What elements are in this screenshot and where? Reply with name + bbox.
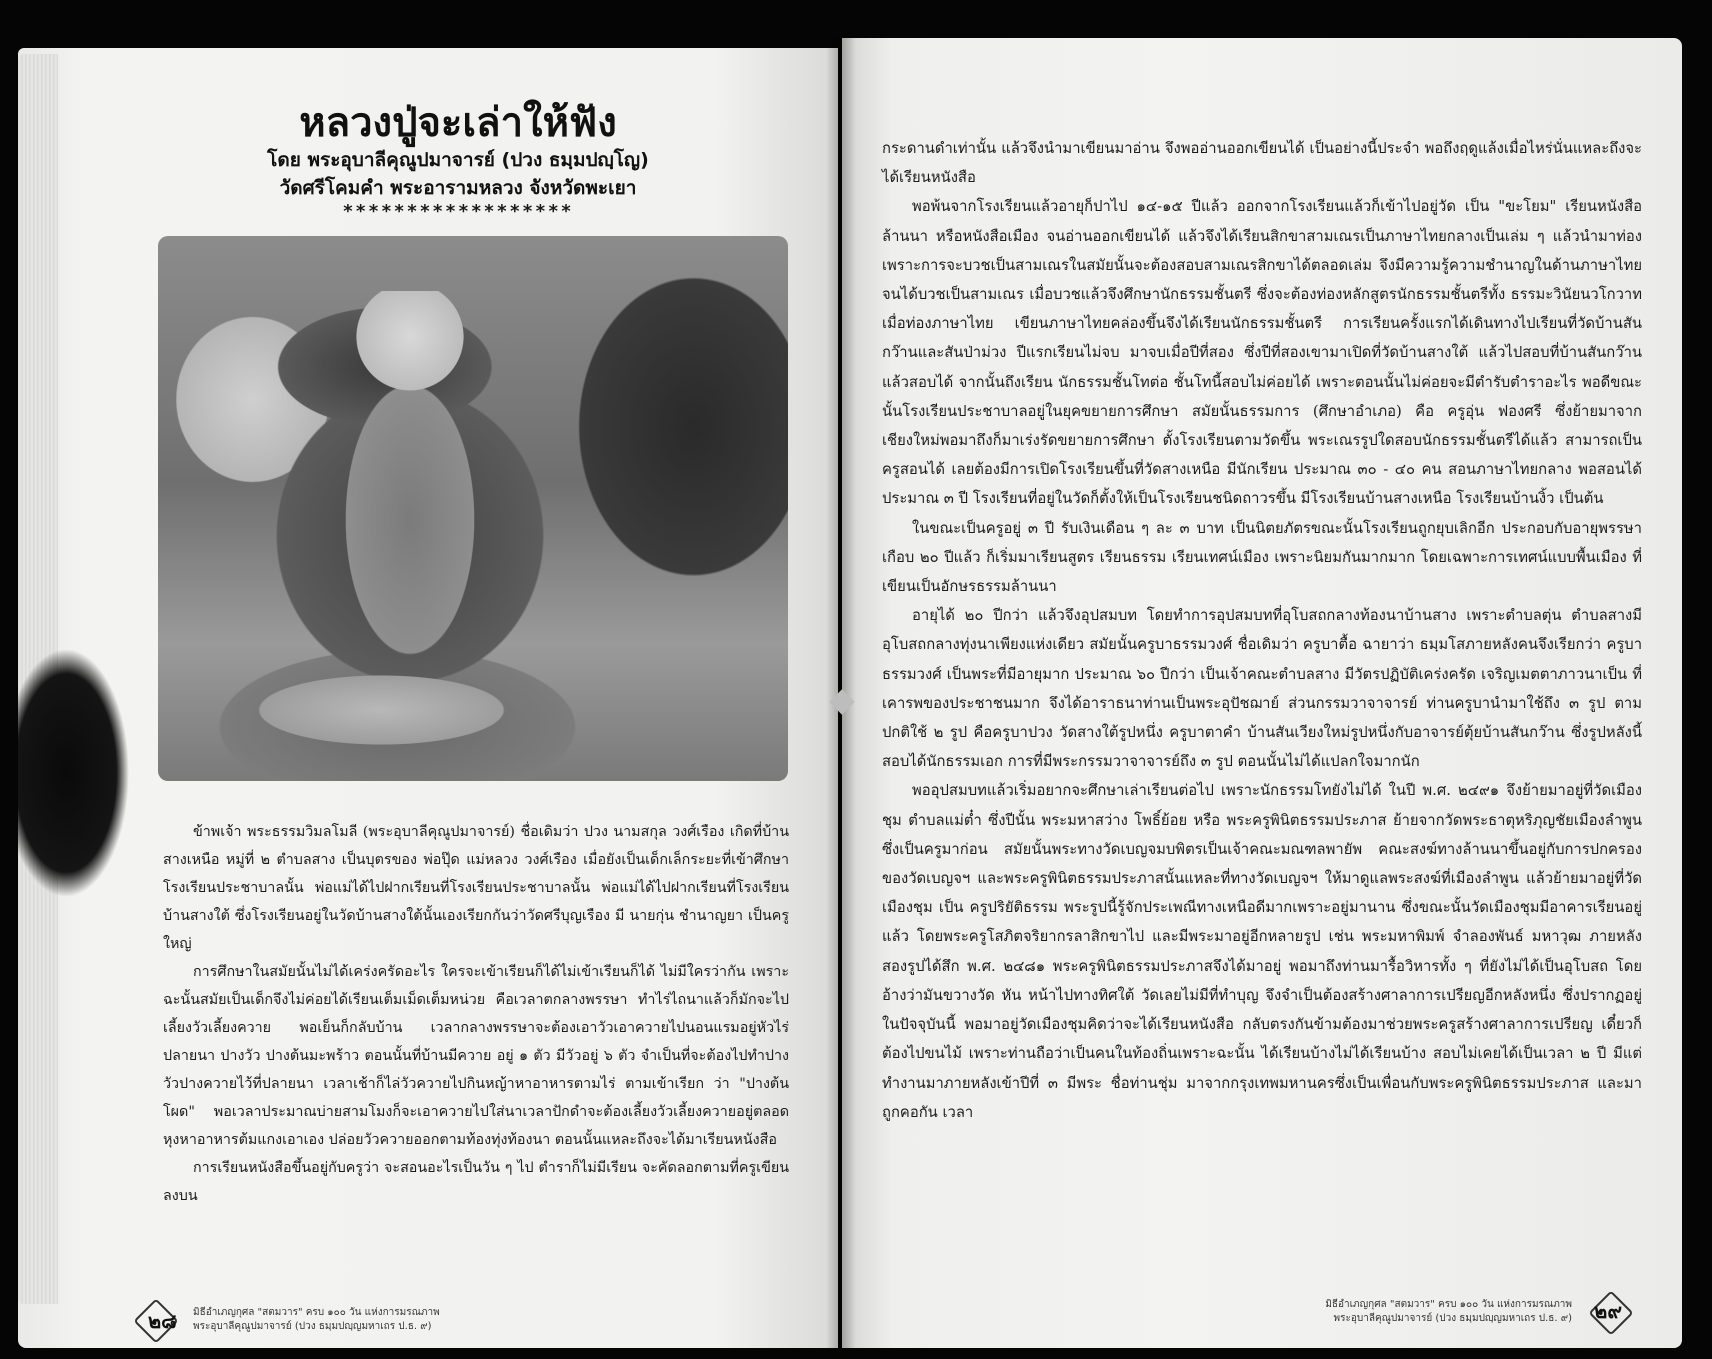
footer-line: พระอุบาลีคุณูปมาจารย์ (ปวง ธมฺมปญฺญมหาเถร ป.ธ. ๙): [193, 1321, 432, 1332]
author-line: โดย พระอุบาลีคุณูปมาจารย์ (ปวง ธมฺมปญฺโญ): [267, 149, 649, 171]
article-title: หลวงปู่จะเล่าให้ฟัง: [299, 100, 617, 146]
photo-stone-base: [208, 661, 555, 759]
left-body-text: [163, 818, 789, 1210]
monk-photo: [158, 236, 788, 781]
photo-figure: [334, 291, 485, 673]
footer-line: มิธีอำเภญกุศล "สตมวาร" ครบ ๑๐๐ วัน แห่งการมรณภาพ: [193, 1307, 440, 1318]
article-title-block: [138, 100, 778, 222]
temple-line: วัดศรีโคมคำ พระอารามหลวง จังหวัดพะเยา: [279, 177, 637, 199]
paragraph: พออุปสมบทแล้วเริ่มอยากจะศึกษาเล่าเรียนต่อไป เพราะนักธรรมโทยังไม่ได้ ในปี พ.ศ. ๒๔๙๑ จึงย้ายมาอยู่ที่วัดเมืองชุม ตำบลแม่ต๋ำ ซึ่งปีนั้น พระมหาสว่าง โพธิ์ย้อย หรือ พระครูพินิตธรรมประภาส ย้ายจากวัดพระธาตุหริภุญชัยเมืองลำพูนซึ่งเป็นครูมาก่อน สมัยนั้นพระทางวัดเบญจมบพิตรเป็นเจ้าคณะมณฑลพายัพ คณะสงฆ์ทางล้านนาขึ้นอยู่กับการปกครองของวัดเบญจฯ และพระครูพินิตธรรมประภาสนั้นแหละที่ทางวัดเบญจฯ ให้มาดูแลพระสงฆ์ที่เมืองลำพูน แล้วย้ายมาอยู่ที่วัดเมืองชุม เป็น ครูปริยัติธรรม พระรูปนี้รู้จักประเพณีทางเหนือดีมากเพราะอยู่มานาน ซึ่งขณะนั้นวัดเมืองชุมมีอาคารเรียนอยู่แล้ว โดยพระครูโสภิตจริยากรลาสิกขาไป และมีพระมาอยู่อีกหลายรูป เช่น พระมหาพิมพ์ จำลองพันธ์ มหาวุฒ ภายหลังสองรูปได้สึก พ.ศ. ๒๔๘๑ พระครูพินิตธรรมประภาสจึงได้มาอยู่ พอมาถึงท่านมารื้อวิหารทั้ง ๆ ที่ยังไม่ได้เป็นอุโบสถ โดยอ้างว่ามันขวางวัด หัน หน้าไปทางทิศใต้ วัดเลยไม่มีที่ทำบุญ จึงจำเป็นต้องสร้างศาลาการเปรียญอีกหลังหนึ่ง ซึ่งปรากฏอยู่ในปัจจุบันนี้ พอมาอยู่วัดเมืองชุมคิดว่าจะได้เรียนหนังสือ กลับตรงกันข้ามต้องมาช่วยพระครูสร้างศาลาการเปรียญ เดี๋ยวก็ต้องไปขนไม้ เพราะท่านถือว่าเป็นคนในท้องถิ่นเพราะฉะนั้น ได้เรียนบ้างไม่ได้เรียนบ้าง สอบไม่เคยได้เป็นเวลา ๒ ปี มีแต่ทำงานมาภายหลังเข้าปีที่ ๓ มีพระ ชื่อท่านชุ่ม มาจากกรุงเทพมหานครซึ่งเป็นเพื่อนกับพระครูพินิตธรรมประภาส และมาถูกคอกัน เวลา: [882, 782, 1642, 1121]
left-page: [18, 48, 838, 1348]
page-footer: [193, 1306, 440, 1334]
footer-line: พระอุบาลีคุณูปมาจารย์ (ปวง ธมฺมปญฺญมหาเถร ป.ธ. ๙): [1333, 1313, 1572, 1324]
paragraph: การศึกษาในสมัยนั้นไม่ได้เคร่งครัดอะไร ใครจะเข้าเรียนก็ได้ไม่เข้าเรียนก็ได้ ไม่มีใครว่ากัน เพราะฉะนั้นสมัยเป็นเด็กจึงไม่ค่อยได้เรียนเต็มเม็ดเต็มหน่วย คือเวลาตกลางพรรษา ทำไร่ไถนาแล้วก็มักจะไปเลี้ยงวัวเลี้ยงควาย พอเย็นก็กลับบ้าน เวลากลางพรรษาจะต้องเอาวัวเอาควายไปนอนแรมอยู่หัวไร่ปลายนา ปางวัว ปางต้นมะพร้าว ตอนนั้นที่บ้านมีควาย อยู่ ๑ ตัว มีวัวอยู่ ๖ ตัว จำเป็นที่จะต้องไปทำปางวัวปางควายไว้ที่ปลายนา เวลาเช้าก็ไล่วัวควายไปกินหญ้าหาอาหารตามไร่ ตามเข้าเรียก ว่า "ปางต้นโผด" พอเวลาประมาณบ่ายสามโมงก็จะเอาควายไปใส่นาเวลาปักดำจะต้องเลี้ยงวัวเลี้ยงควายอยู่ตลอด หุงหาอาหารต้มแกงเอาเอง ปล่อยวัวควายออกตามท้องทุ่งท้องนา ตอนนั้นแหละถึงจะได้มาเรียนหนังสือ: [163, 964, 789, 1148]
paragraph: การเรียนหนังสือขึ้นอยู่กับครูว่า จะสอนอะไรเป็นวัน ๆ ไป ตำราก็ไม่มีเรียน จะคัดลอกตามที่ครูเขียนลงบน: [163, 1160, 789, 1204]
paragraph: ข้าพเจ้า พระธรรมวิมลโมลี (พระอุบาลีคุณูปมาจารย์) ชื่อเดิมว่า ปวง นามสกุล วงศ์เรือง เกิดที่บ้านสางเหนือ หมู่ที่ ๒ ตำบลสาง เป็นบุตรของ พ่อปุ๊ด แม่หลวง วงศ์เรือง เมื่อยังเป็นเด็กเล็กระยะที่เข้าศึกษาโรงเรียนประชาบาลนั้น พ่อแม่ได้ไปฝากเรียนที่โรงเรียนประชาบาลนั้น พ่อแม่ได้ไปฝากเรียนที่โรงเรียนบ้านสางใต้ ซึ่งโรงเรียนอยู่ในวัดบ้านสางใต้นั้นเองเรียกกันว่าวัดศรีบุญเรือง มี นายกุ่น ชำนาญยา เป็นครูใหญ่: [163, 824, 789, 952]
footer-line: มิธีอำเภญกุศล "สตมวาร" ครบ ๑๐๐ วัน แห่งการมรณภาพ: [1325, 1299, 1572, 1310]
paragraph: กระดานดำเท่านั้น แล้วจึงนำมาเขียนมาอ่าน จึงพออ่านออกเขียนได้ เป็นอย่างนี้ประจำ พอถึงฤดูแล้งเมื่อไหร่นั่นแหละถึงจะได้เรียนหนังสือ: [882, 140, 1642, 187]
right-page: [842, 38, 1682, 1348]
title-divider-stars: ******************: [342, 201, 574, 222]
paragraph: ในขณะเป็นครูอยู่ ๓ ปี รับเงินเดือน ๆ ละ ๓ บาท เป็นนิตยภัตรขณะนั้นโรงเรียนถูกยุบเลิกอีก ประกอบกับอายุพรรษา เกือบ ๒๐ ปีแล้ว ก็เริ่มมาเรียนสูตร เรียนธรรม เรียนเทศน์เมือง เพราะนิยมกันมากมาก โดยเฉพาะการเทศน์แบบพื้นเมือง ที่เขียนเป็นอักษรธรรมล้านนา: [882, 519, 1642, 596]
paragraph: อายุได้ ๒๐ ปีกว่า แล้วจึงอุปสมบท โดยทำการอุปสมบทที่อุโบสถกลางท้องนาบ้านสาง เพราะตำบลตุ่น ตำบลสางมี อุโบสถกลางทุ่งนาเพียงแห่งเดียว สมัยนั้นครูบาธรรมวงศ์ ชื่อเดิมว่า ครูบาตื้อ ฉายาว่า ธมฺมโสภายหลังคนจึงเรียกว่า ครูบาธรรมวงศ์ เป็นพระที่มีอายุมาก ประมาณ ๖๐ ปีกว่า เป็นเจ้าคณะตำบลสาง มีวัตรปฏิบัติเคร่งครัด เจริญเมตตาภาวนาเป็น ที่เคารพของประชาชนมาก จึงได้อาราธนาท่านเป็นพระอุปัชฌาย์ ส่วนกรรมวาจาจารย์ ท่านครูบานำมาใช้ถึง ๓ รูป ตามปกติใช้ ๒ รูป คือครูบาปวง วัดสางใต้รูปหนึ่ง ครูบาตาคำ บ้านสันเวียงใหม่รูปหนึ่งกับอาจารย์ตุ้ยบ้านสันกว๊าน ซึ่งรูปหลังนี้สอบได้นักธรรมเอก การที่มีพระกรรมวาจาจารย์ถึง ๓ รูป ตอนนั้นไม่ได้แปลกใจมากนัก: [882, 607, 1642, 771]
paragraph: พอพ้นจากโรงเรียนแล้วอายุก็ปาไป ๑๔-๑๕ ปีแล้ว ออกจากโรงเรียนแล้วก็เข้าไปอยู่วัด เป็น "ขะโยม" เรียนหนังสือล้านนา หรือหนังสือเมือง จนอ่านออกเขียนได้ แล้วจึงได้เรียนสิกขาสามเณรเป็นภาษาไทยกลางเป็นเล่ม ๆ แล้วนำมาท่อง เพราะการจะบวชเป็นสามเณรในสมัยนั้นจะต้องสอบสามเณรสิกขาได้ตลอดเล่ม จึงมีความรู้ความชำนาญในด้านภาษาไทย จนได้บวชเป็นสามเณร เมื่อบวชแล้วจึงศึกษานักธรรมชั้นตรี ซึ่งจะต้องท่องหลักสูตรนักธรรมชั้นตรีทั้ง ธรรมะวินัยนวโกวาท เมื่อท่องภาษาไทย เขียนภาษาไทยคล่องขึ้นจึงได้เรียนนักธรรมชั้นตรี การเรียนครั้งแรกได้เดินทางไปเรียนที่วัดบ้านสันกว๊านและสันป่าม่วง ปีแรกเรียนไม่จบ มาจบเมื่อปีที่สอง ซึ่งปีที่สองเขามาเปิดที่วัดบ้านสางใต้ แล้วไปสอบที่บ้านสันกว๊านแล้วสอบได้ จากนั้นถึงเรียน นักธรรมชั้นโทต่อ ชั้นโทนี้สอบไม่ค่อยได้ เพราะตอนนั้นไม่ค่อยจะมีตำรับตำราอะไร พอดีขณะนั้นโรงเรียนประชาบาลอยู่ในยุคขยายการศึกษา สมัยนั้นธรรมการ (ศึกษาอำเภอ) คือ ครูอุ่น ฟองศรี ซึ่งย้ายมาจากเชียงใหม่พอมาถึงก็มาเร่งรัดขยายการศึกษา ตั้งโรงเรียนตามวัดขึ้น พระเณรรูปใดสอบนักธรรมชั้นตรีได้แล้ว สามารถเป็นครูสอนได้ เลยต้องมีการเปิดโรงเรียนขึ้นที่วัดสางเหนือ มีนักเรียน ประมาณ ๓๐ - ๔๐ คน สอนภาษาไทยกลาง พอสอนได้ประมาณ ๓ ปี โรงเรียนที่อยู่ในวัดก็ตั้งให้เป็นโรงเรียนชนิดถาวรขึ้น มีโรงเรียนบ้านสางเหนือ โรงเรียนบ้านงิ้ว เป็นต้น: [882, 198, 1642, 508]
page-number: ๒๘: [148, 1309, 177, 1333]
open-book: [18, 48, 1683, 1348]
thumb-shadow: [18, 608, 138, 938]
right-body-text: [882, 134, 1642, 1127]
page-footer: [1325, 1298, 1572, 1326]
page-number: ๒๙: [1594, 1299, 1622, 1323]
